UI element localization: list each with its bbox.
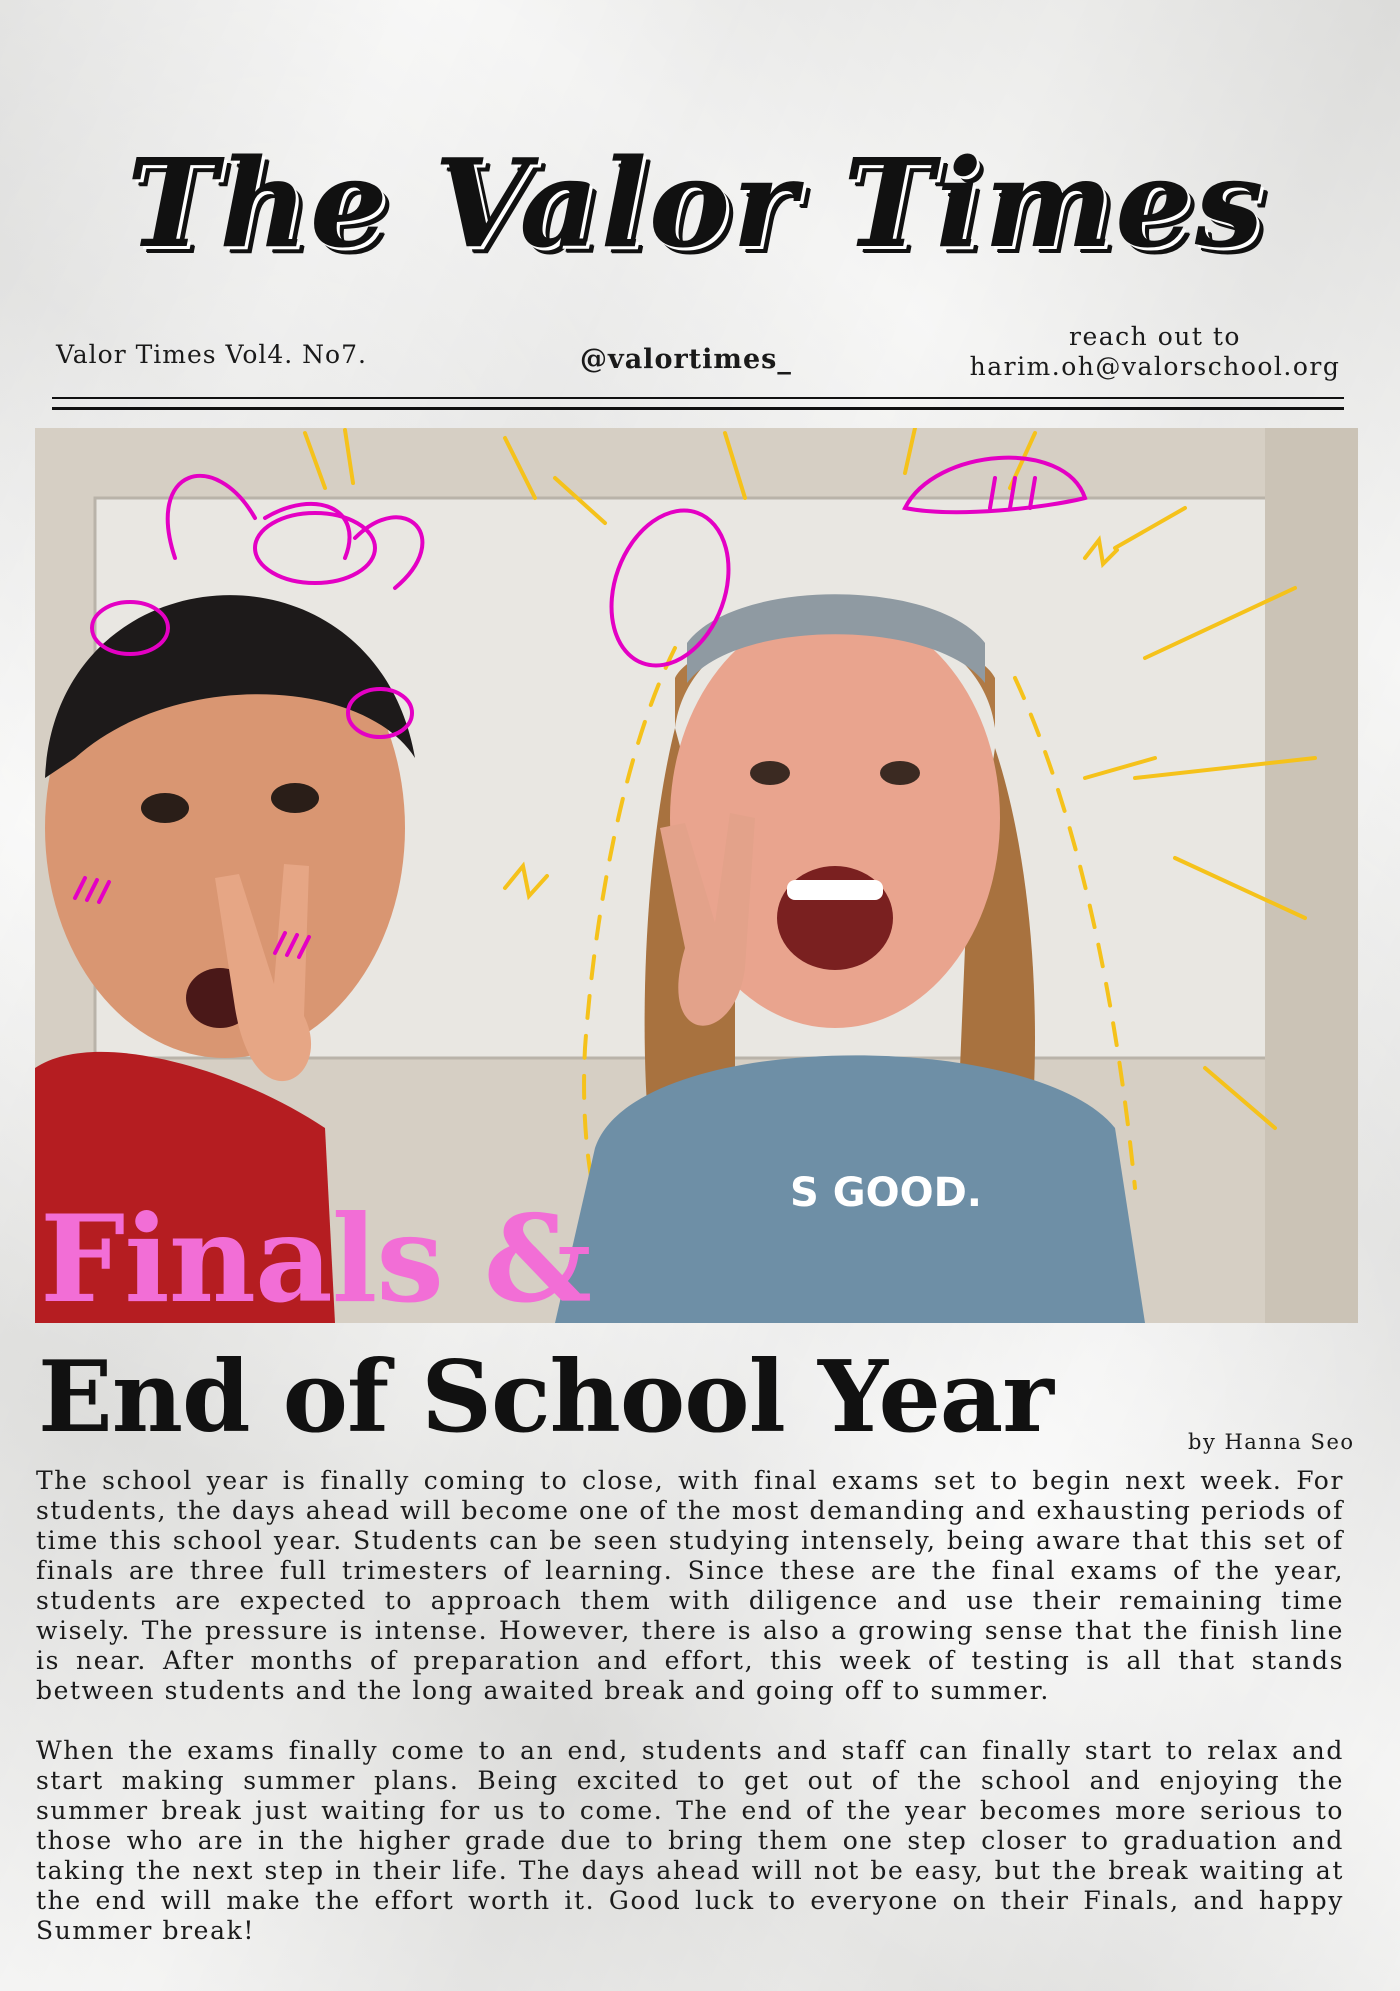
- masthead-rule-thin: [52, 397, 1344, 399]
- shirt-text: S GOOD.: [790, 1170, 982, 1216]
- contact-email: harim.oh@valorschool.org: [969, 352, 1341, 381]
- article-paragraph: The school year is finally coming to close, with final exams set to begin next week. For students, the days ahead will become one of the most demanding and exhausting periods of time this school year. Students can be seen studying intensely, being aware that this set of finals are three full trimesters of learning. Since these are the final exams of the year, students are expected to approach them with diligence and use their remaining time wisely. The pressure is intense. However, there is also a growing sense that the finish line is near. After months of preparation and effort, this week of testing is all that stands between students and the long awaited break and going off to summer.: [36, 1466, 1344, 1705]
- byline: by Hanna Seo: [1188, 1430, 1355, 1454]
- article-paragraph: When the exams finally come to an end, students and staff can finally start to relax and start making summer plans. Being excited to get out of the school and enjoying the summer break just waiting for us to come. The end of the year becomes more serious to those who are in the higher grade due to bring them one step closer to graduation and taking the next step in their life. The days ahead will not be easy, but the break waiting at the end will make the effort worth it. Good luck to everyone on their Finals, and happy Summer break!: [36, 1736, 1344, 1945]
- contact-info: [920, 322, 1390, 382]
- masthead-meta: [50, 320, 1350, 390]
- contact-label: reach out to: [1069, 322, 1241, 351]
- masthead: [48, 118, 1344, 318]
- headline-kicker: Finals &: [40, 1189, 592, 1330]
- masthead-rule-thick: [52, 407, 1344, 410]
- social-handle: @valortimes_: [580, 344, 792, 375]
- article-body: [36, 1466, 1344, 1946]
- issue-number: Valor Times Vol4. No7.: [56, 340, 367, 369]
- newspaper-title: The Valor Times: [126, 131, 1266, 275]
- headline: End of School Year: [38, 1340, 1053, 1455]
